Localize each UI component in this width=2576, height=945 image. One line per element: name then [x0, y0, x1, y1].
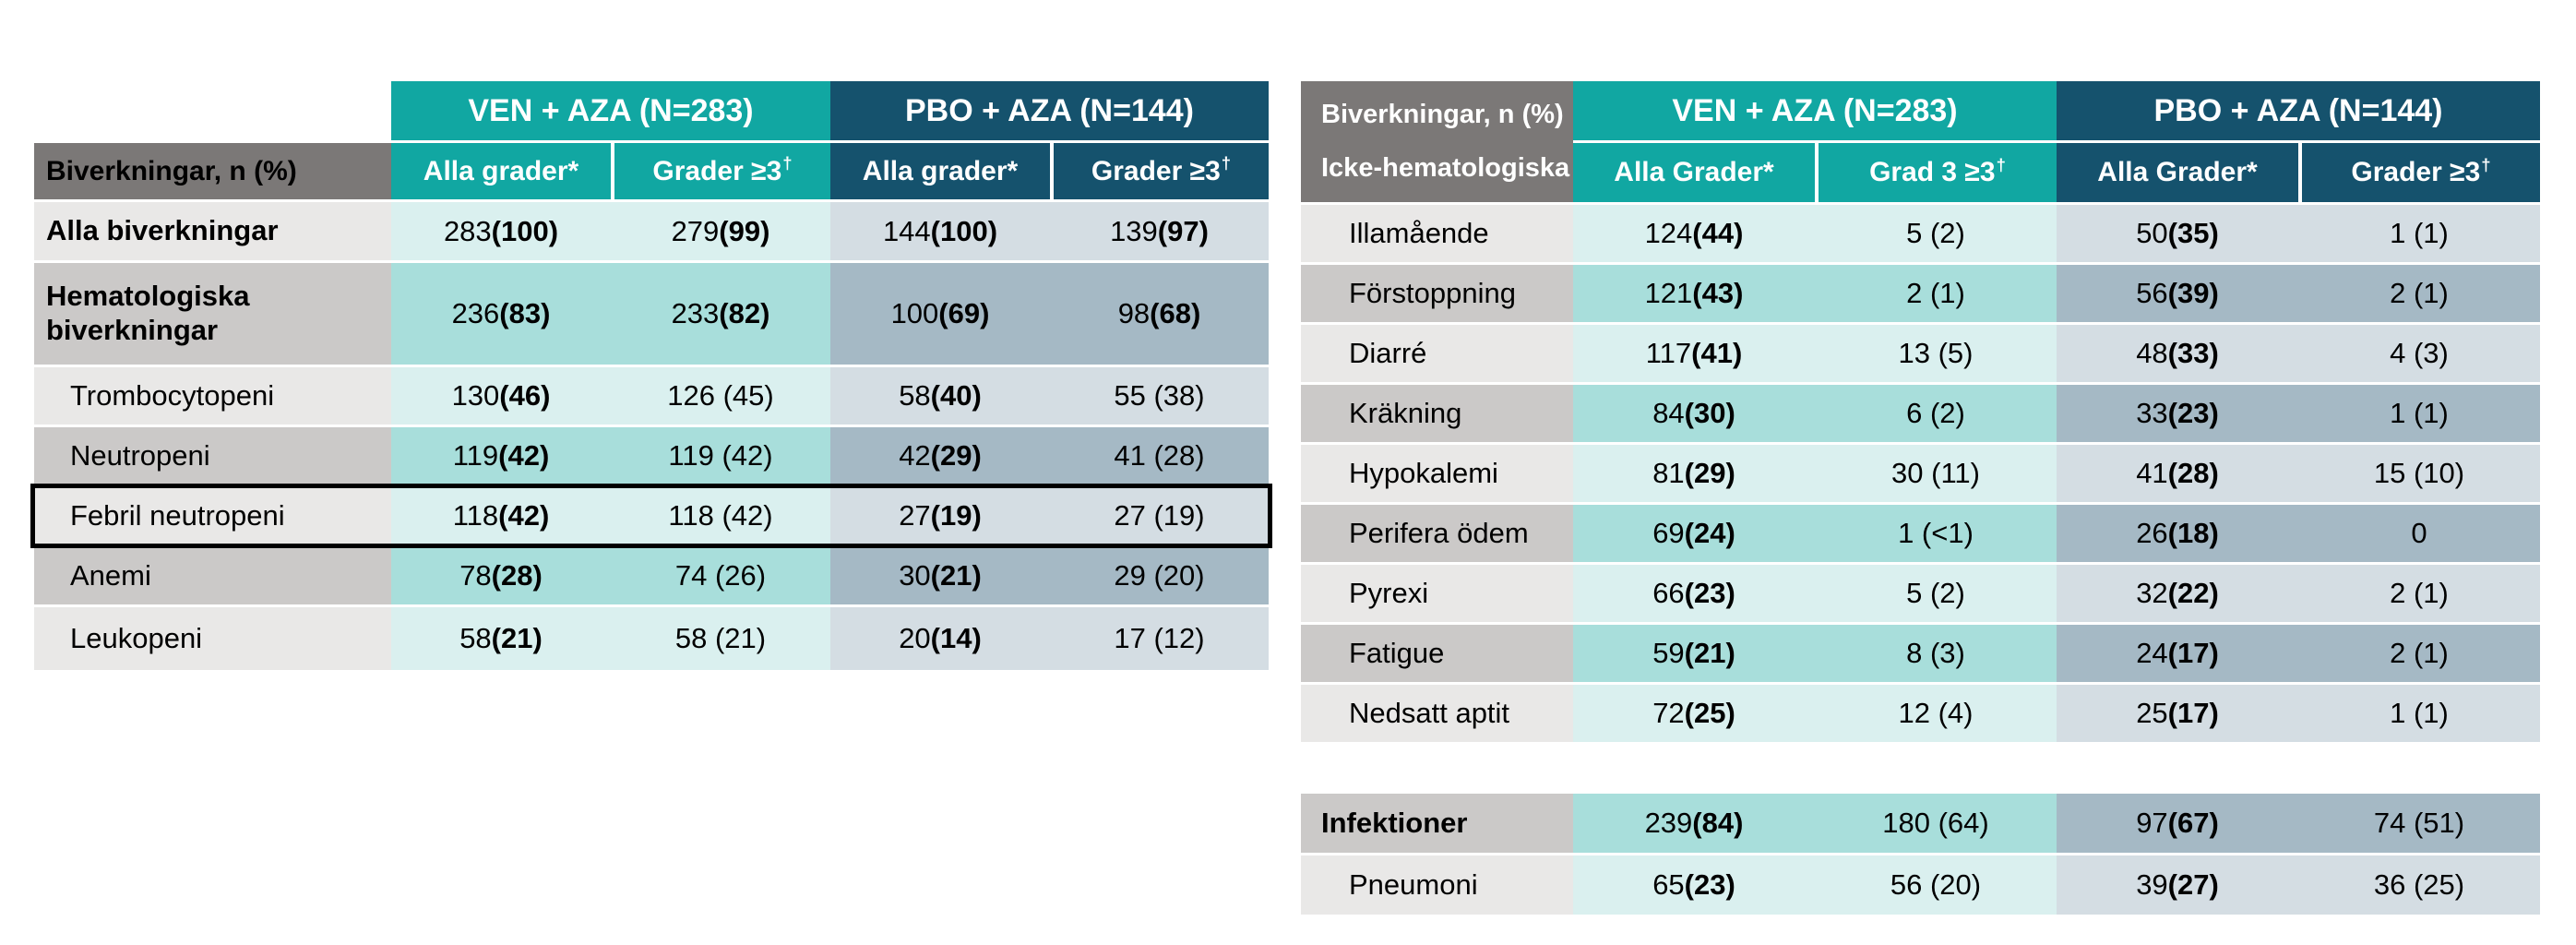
group-header-pbo: PBO + AZA (N=144) — [2057, 81, 2540, 140]
non-hematologic-adverse-events-table — [1301, 81, 2540, 915]
table-row — [1301, 685, 2540, 742]
group-header-row — [1573, 81, 2540, 140]
data-cell: 55 (38) — [1050, 367, 1269, 425]
row-label-cell: Alla biverkningar — [34, 202, 391, 260]
bold-percent: (99) — [719, 214, 770, 247]
spacer-cell — [34, 81, 391, 140]
bold-percent: (17) — [2167, 637, 2219, 669]
data-cell: 0 — [2298, 505, 2540, 562]
header-row — [34, 81, 1269, 140]
data-cell: 239 (84) — [1573, 794, 1815, 853]
bold-percent: (23) — [1684, 577, 1735, 609]
row-label-cell: Perifera ödem — [1301, 505, 1573, 562]
table-row — [1301, 625, 2540, 682]
table-row — [1301, 265, 2540, 322]
bold-percent: (40) — [930, 379, 982, 412]
row-label-cell: Kräkning — [1301, 385, 1573, 442]
column-header-label-line1: Biverkningar, n (%) — [1321, 100, 1564, 130]
bold-percent: (23) — [2167, 397, 2219, 429]
row-label-cell: Hypokalemi — [1301, 445, 1573, 502]
row-label-cell: Förstoppning — [1301, 265, 1573, 322]
data-cell: 56 (20) — [1815, 855, 2057, 915]
group-header-ven: VEN + AZA (N=283) — [1573, 81, 2057, 140]
bold-percent: (24) — [1684, 517, 1735, 549]
data-cell: 59 (21) — [1573, 625, 1815, 682]
column-header-label: Biverkningar, n (%) — [34, 143, 391, 199]
bold-percent: (19) — [930, 499, 982, 532]
row-label-cell: Pyrexi — [1301, 565, 1573, 622]
data-cell: 119 (42) — [611, 427, 830, 484]
row-label-cell: Infektioner — [1301, 794, 1573, 853]
row-label-cell: Febril neutropeni — [34, 487, 391, 544]
column-header-label-line2: Icke-hematologiska — [1321, 152, 1570, 183]
bold-percent: (42) — [498, 439, 550, 472]
data-cell: 8 (3) — [1815, 625, 2057, 682]
row-label-cell: Illamående — [1301, 205, 1573, 262]
row-label-cell: Hematologiska biverkningar — [34, 263, 391, 365]
dagger-superscript: † — [782, 153, 793, 173]
data-cell: 50 (35) — [2057, 205, 2298, 262]
bold-percent: (35) — [2167, 217, 2219, 249]
bold-percent: (21) — [1684, 637, 1735, 669]
data-cell: 1 (1) — [2298, 205, 2540, 262]
table-row — [1301, 855, 2540, 915]
data-cell: 233 (82) — [611, 263, 830, 365]
bold-percent: (18) — [2167, 517, 2219, 549]
bold-percent: (42) — [498, 499, 550, 532]
table-corner-header — [1301, 81, 1573, 202]
data-cell: 15 (10) — [2298, 445, 2540, 502]
data-cell: 39 (27) — [2057, 855, 2298, 915]
data-cell: 126 (45) — [611, 367, 830, 425]
bold-percent: (28) — [491, 559, 543, 592]
table-row — [1301, 445, 2540, 502]
data-cell: 100 (69) — [830, 263, 1050, 365]
data-cell: 4 (3) — [2298, 325, 2540, 382]
data-cell: 65 (23) — [1573, 855, 1815, 915]
data-cell: 41 (28) — [2057, 445, 2298, 502]
bold-percent: (14) — [930, 622, 982, 654]
data-cell: 2 (1) — [1815, 265, 2057, 322]
bold-percent: (68) — [1150, 297, 1201, 329]
dagger-superscript: † — [1221, 153, 1232, 173]
data-cell: 180 (64) — [1815, 794, 2057, 853]
bold-percent: (39) — [2167, 277, 2219, 309]
table-row — [1301, 205, 2540, 262]
table-row — [34, 547, 1269, 604]
bold-percent: (30) — [1684, 397, 1735, 429]
row-label-cell: Anemi — [34, 547, 391, 604]
data-cell: 139 (97) — [1050, 202, 1269, 260]
column-header: Grad 3 ≥3 † — [1815, 143, 2057, 202]
bold-percent: (28) — [2167, 457, 2219, 489]
table-row — [34, 607, 1269, 670]
bold-percent: (29) — [930, 439, 982, 472]
bold-percent: (69) — [938, 297, 990, 329]
data-cell: 279 (99) — [611, 202, 830, 260]
data-cell: 33 (23) — [2057, 385, 2298, 442]
bold-percent: (21) — [930, 559, 982, 592]
bold-percent: (17) — [2167, 697, 2219, 729]
column-header: Grader ≥3 † — [1050, 143, 1269, 199]
data-cell: 30 (11) — [1815, 445, 2057, 502]
bold-percent: (67) — [2167, 807, 2219, 839]
data-cell: 2 (1) — [2298, 565, 2540, 622]
data-cell: 118 (42) — [391, 487, 611, 544]
data-cell: 84 (30) — [1573, 385, 1815, 442]
data-cell: 29 (20) — [1050, 547, 1269, 604]
bold-percent: (97) — [1157, 214, 1209, 247]
data-cell: 66 (23) — [1573, 565, 1815, 622]
data-cell: 20 (14) — [830, 607, 1050, 670]
data-cell: 130 (46) — [391, 367, 611, 425]
data-cell: 124 (44) — [1573, 205, 1815, 262]
table-row — [34, 427, 1269, 484]
gap-row — [1301, 745, 2540, 794]
table-row — [1301, 794, 2540, 853]
data-cell: 48 (33) — [2057, 325, 2298, 382]
table-row — [1301, 505, 2540, 562]
hematologic-adverse-events-table — [34, 81, 1269, 670]
bold-percent: (100) — [930, 214, 998, 247]
row-label-cell: Nedsatt aptit — [1301, 685, 1573, 742]
group-header-pbo: PBO + AZA (N=144) — [830, 81, 1269, 140]
data-cell: 30 (21) — [830, 547, 1050, 604]
table-row — [34, 202, 1269, 260]
data-cell: 74 (51) — [2298, 794, 2540, 853]
data-cell: 119 (42) — [391, 427, 611, 484]
column-header: Alla grader* — [391, 143, 611, 199]
data-cell: 2 (1) — [2298, 265, 2540, 322]
bold-percent: (21) — [491, 622, 543, 654]
data-cell: 17 (12) — [1050, 607, 1269, 670]
data-cell: 1 (<1) — [1815, 505, 2057, 562]
header-row — [1301, 81, 2540, 202]
data-cell: 58 (40) — [830, 367, 1050, 425]
data-cell: 24 (17) — [2057, 625, 2298, 682]
data-cell: 2 (1) — [2298, 625, 2540, 682]
data-cell: 13 (5) — [1815, 325, 2057, 382]
data-cell: 25 (17) — [2057, 685, 2298, 742]
data-cell: 5 (2) — [1815, 565, 2057, 622]
dagger-superscript: † — [1996, 154, 2006, 174]
bold-percent: (23) — [1684, 868, 1735, 901]
data-cell: 78 (28) — [391, 547, 611, 604]
data-cell: 283 (100) — [391, 202, 611, 260]
bold-percent: (83) — [499, 297, 551, 329]
bold-percent: (27) — [2167, 868, 2219, 901]
data-cell: 81 (29) — [1573, 445, 1815, 502]
bold-percent: (22) — [2167, 577, 2219, 609]
bold-percent: (44) — [1692, 217, 1744, 249]
bold-percent: (100) — [491, 214, 559, 247]
data-cell: 6 (2) — [1815, 385, 2057, 442]
row-label-cell: Neutropeni — [34, 427, 391, 484]
data-cell: 12 (4) — [1815, 685, 2057, 742]
bold-percent: (84) — [1692, 807, 1744, 839]
bold-percent: (25) — [1684, 697, 1735, 729]
column-header: Alla Grader* — [1573, 143, 1815, 202]
table-row — [1301, 565, 2540, 622]
group-header-ven: VEN + AZA (N=283) — [391, 81, 830, 140]
data-cell: 1 (1) — [2298, 385, 2540, 442]
row-label-cell: Diarré — [1301, 325, 1573, 382]
data-cell: 117 (41) — [1573, 325, 1815, 382]
data-cell: 36 (25) — [2298, 855, 2540, 915]
data-cell: 27 (19) — [830, 487, 1050, 544]
data-cell: 74 (26) — [611, 547, 830, 604]
row-label-cell: Pneumoni — [1301, 855, 1573, 915]
data-cell: 144 (100) — [830, 202, 1050, 260]
data-cell: 98 (68) — [1050, 263, 1269, 365]
data-cell: 236 (83) — [391, 263, 611, 365]
data-cell: 56 (39) — [2057, 265, 2298, 322]
bold-percent: (43) — [1692, 277, 1744, 309]
data-cell: 32 (22) — [2057, 565, 2298, 622]
column-header: Alla Grader* — [2057, 143, 2298, 202]
data-cell: 118 (42) — [611, 487, 830, 544]
column-header: Grader ≥3 † — [611, 143, 830, 199]
column-header-row — [1573, 143, 2540, 202]
bold-percent: (33) — [2167, 337, 2219, 369]
data-cell: 72 (25) — [1573, 685, 1815, 742]
row-label-cell: Trombocytopeni — [34, 367, 391, 425]
column-header: Alla grader* — [830, 143, 1050, 199]
bold-percent: (29) — [1684, 457, 1735, 489]
data-cell: 1 (1) — [2298, 685, 2540, 742]
table-row — [1301, 385, 2540, 442]
bold-percent: (41) — [1691, 337, 1743, 369]
data-cell: 26 (18) — [2057, 505, 2298, 562]
column-header-row — [34, 143, 1269, 199]
highlighted-table-row — [34, 487, 1269, 544]
bold-percent: (46) — [499, 379, 551, 412]
header-columns — [1573, 81, 2540, 202]
column-header: Grader ≥3 † — [2298, 143, 2540, 202]
row-label-cell: Fatigue — [1301, 625, 1573, 682]
row-label-cell: Leukopeni — [34, 607, 391, 670]
data-cell: 58 (21) — [391, 607, 611, 670]
table-row — [34, 367, 1269, 425]
data-cell: 27 (19) — [1050, 487, 1269, 544]
data-cell: 58 (21) — [611, 607, 830, 670]
table-row — [34, 263, 1269, 365]
data-cell: 42 (29) — [830, 427, 1050, 484]
data-cell: 5 (2) — [1815, 205, 2057, 262]
data-cell: 69 (24) — [1573, 505, 1815, 562]
data-cell: 97 (67) — [2057, 794, 2298, 853]
data-cell: 41 (28) — [1050, 427, 1269, 484]
bold-percent: (82) — [719, 297, 770, 329]
dagger-superscript: † — [2481, 154, 2491, 174]
table-row — [1301, 325, 2540, 382]
data-cell: 121 (43) — [1573, 265, 1815, 322]
